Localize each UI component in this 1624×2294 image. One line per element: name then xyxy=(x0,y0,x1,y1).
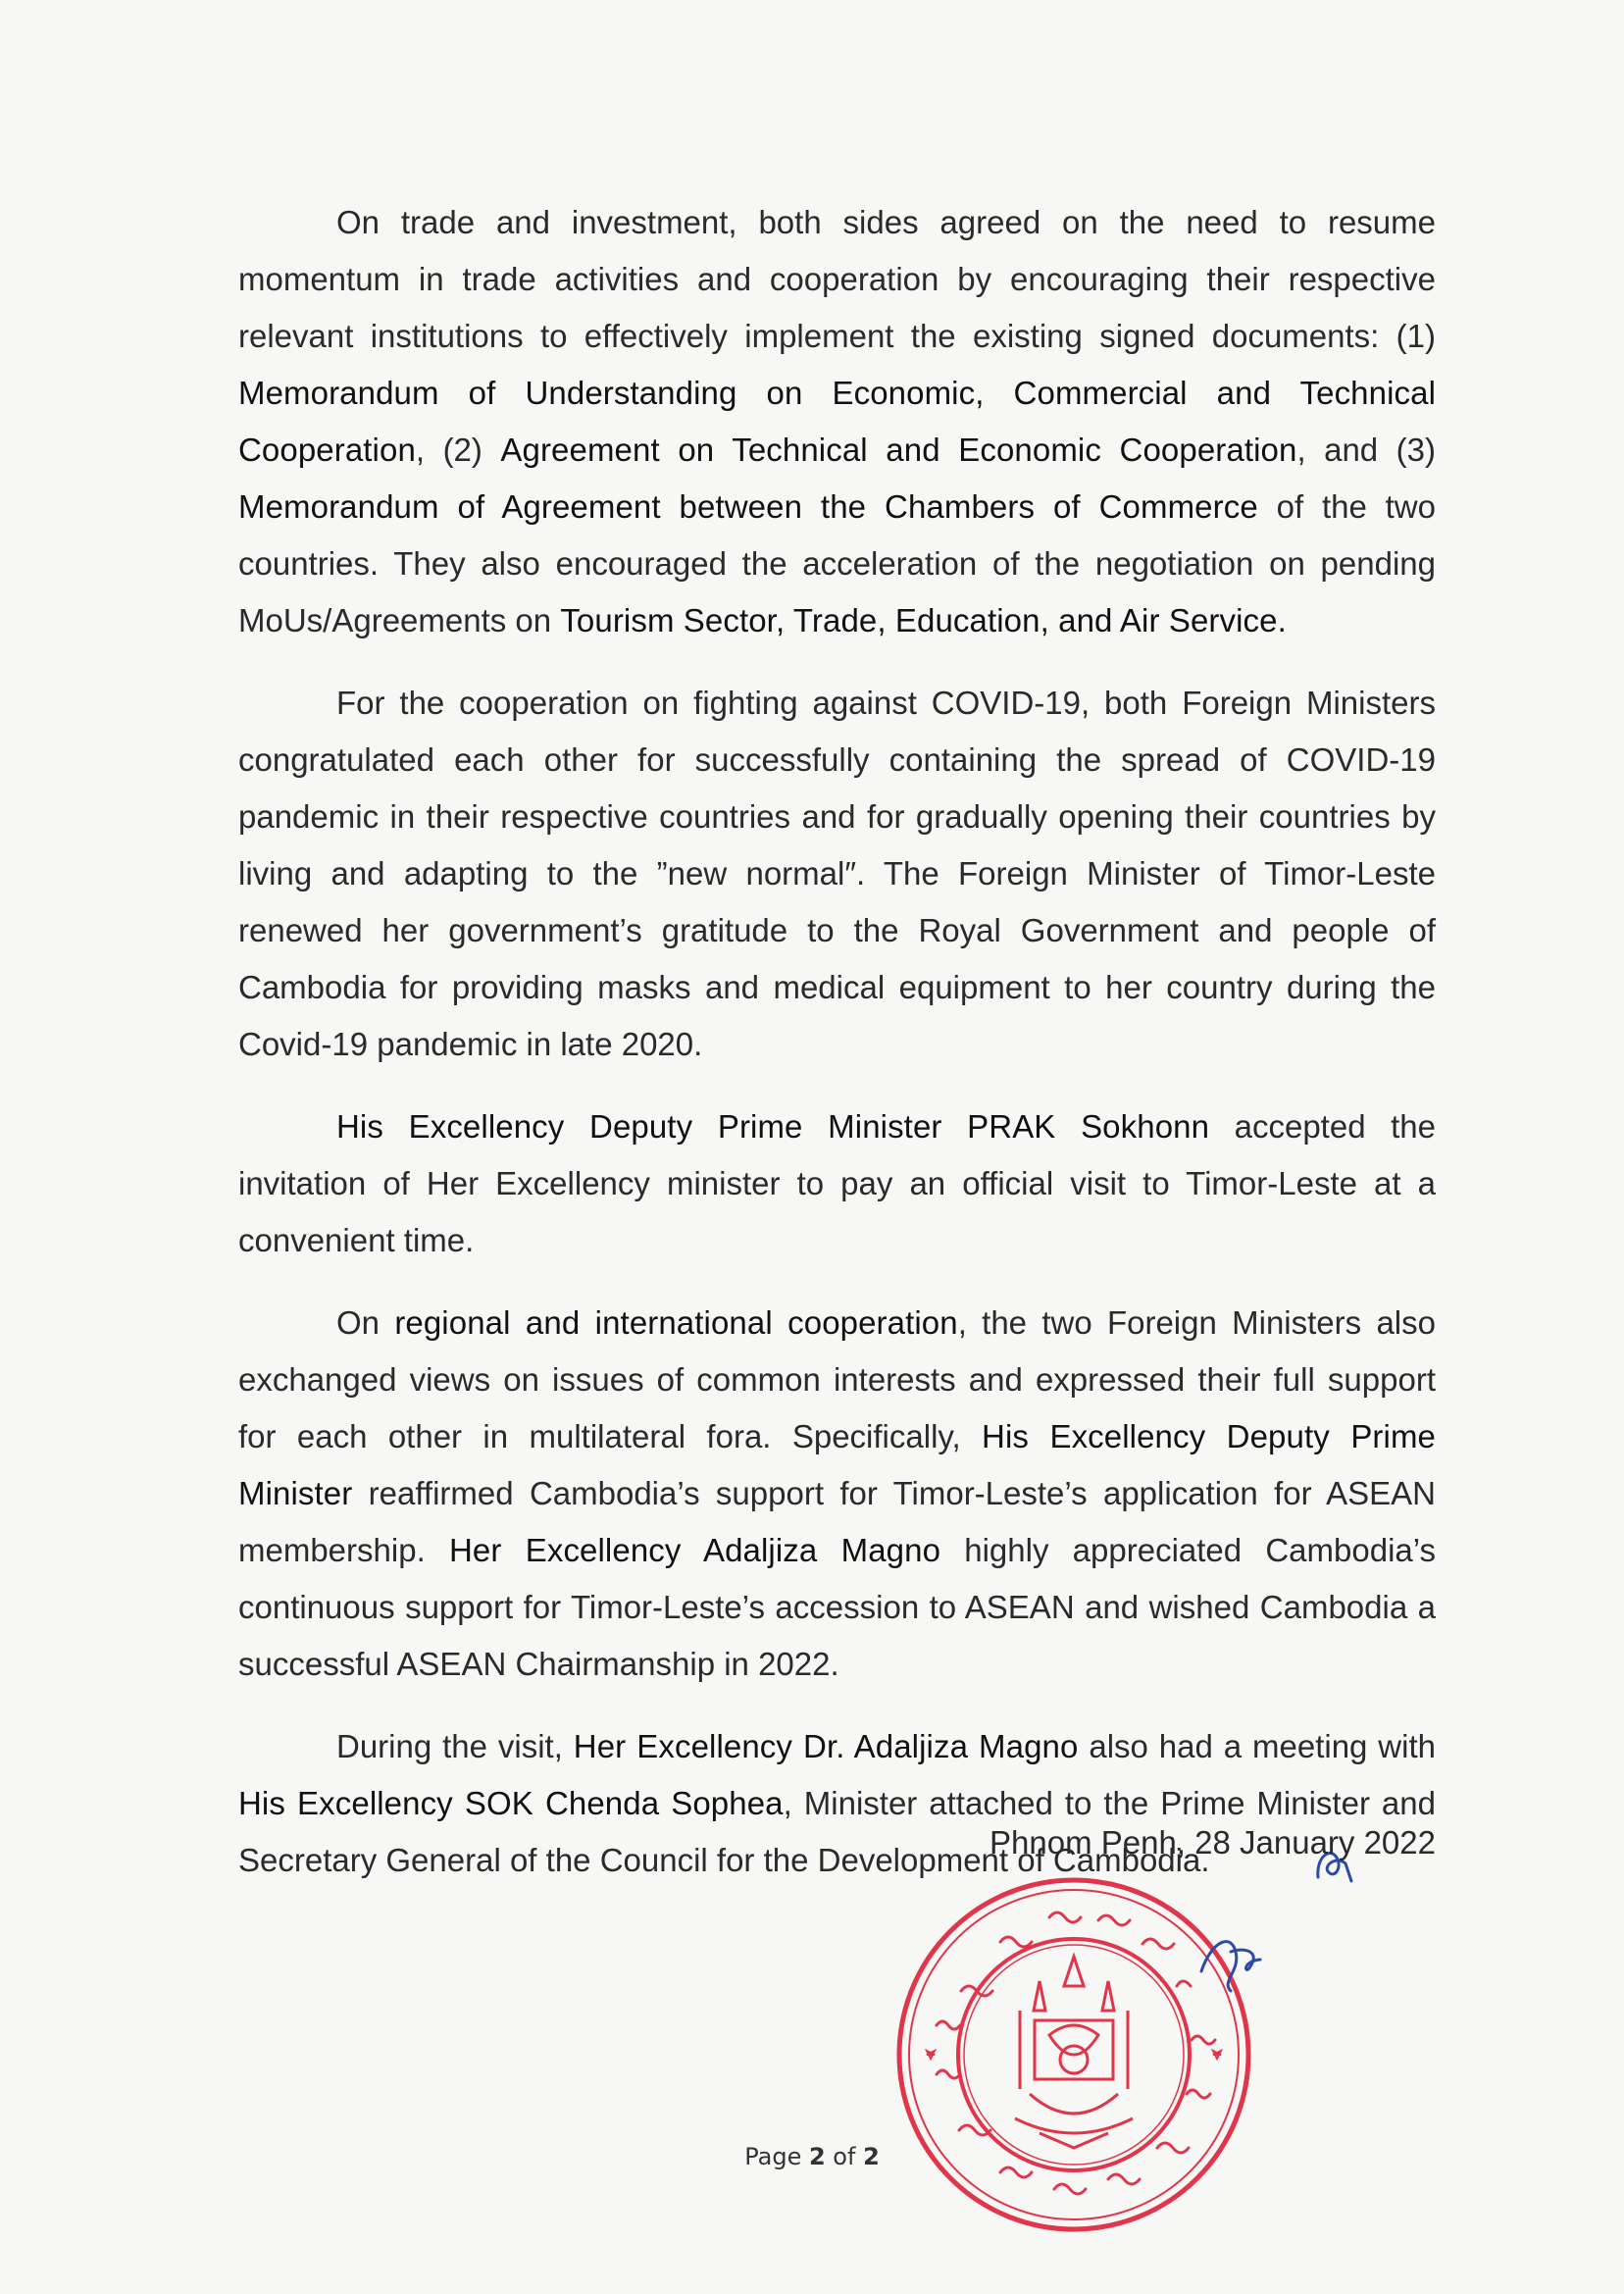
paragraph-regional xyxy=(238,1295,1436,1693)
paragraph-text: , Minister attached to the Prime Minister and Secretary General of the Council for the Development of Cambodia. xyxy=(238,1785,1436,1878)
page-number-current: 2 xyxy=(808,2143,826,2170)
paragraph-text: of the two countries. They also encouraged the acceleration of the negotiation on pending MoUs/Agreements on xyxy=(238,488,1436,638)
emphasized-text: Memorandum of Understanding on Economic, Commercial and Technical Cooperation xyxy=(238,375,1436,468)
page-number-total: 2 xyxy=(863,2143,880,2170)
paragraph-text: accepted the invitation of Her Excellency minister to pay an official visit to Timor-Leste at a convenient time. xyxy=(238,1108,1436,1258)
emphasized-text: His Excellency SOK Chenda Sophea xyxy=(238,1785,784,1821)
page-number-separator: of xyxy=(825,2143,864,2170)
paragraph-text: On trade and investment, both sides agreed on the need to resume momentum in trade activities and cooperation by encouraging their respective relevant institutions to effectively implement the existing signed documents: (1) xyxy=(238,204,1436,354)
emphasized-text: Tourism Sector, Trade, Education, and Air Service. xyxy=(560,602,1287,638)
paragraph-text: , (2) xyxy=(415,432,501,468)
paragraph-text: also had a meeting with xyxy=(1078,1728,1436,1764)
emphasized-text: His Excellency Deputy Prime Minister PRAK Sokhonn xyxy=(336,1108,1210,1145)
paragraph-text: highly appreciated Cambodia’s continuous support for Timor-Leste’s accession to ASEAN and wished Cambodia a successful ASEAN Chairmanship in 2022. xyxy=(238,1532,1436,1682)
paragraph-text: During the visit, xyxy=(336,1728,574,1764)
emphasized-text: His Excellency Deputy Prime Minister xyxy=(238,1418,1436,1511)
paragraph-text: , and (3) xyxy=(1296,432,1436,468)
emphasized-text: Agreement on Technical and Economic Cooperation xyxy=(500,432,1297,468)
paragraph-text: reaffirmed Cambodia’s support for Timor-Leste’s application for ASEAN membership. xyxy=(238,1475,1436,1568)
paragraph-trade xyxy=(238,194,1436,649)
paragraph-text: On xyxy=(336,1304,395,1341)
document-body xyxy=(238,194,1436,1914)
page-number xyxy=(0,2143,1624,2170)
emphasized-text: Her Excellency Adaljiza Magno xyxy=(448,1532,941,1568)
emphasized-text: Memorandum of Agreement between the Chambers of Commerce xyxy=(238,488,1258,525)
page-number-prefix: Page xyxy=(744,2143,809,2170)
paragraph-invitation xyxy=(238,1098,1436,1269)
paragraph-text: , the two Foreign Ministers also exchanged views on issues of common interests and expressed their full support for each other in multilateral fora. Specifically, xyxy=(238,1304,1436,1454)
signature-initials xyxy=(1192,1922,1270,2001)
dateline: Phnom Penh, 28 January 2022 xyxy=(990,1824,1436,1861)
emphasized-text: regional and international cooperation xyxy=(394,1304,958,1341)
paragraph-covid xyxy=(238,675,1436,1073)
emphasized-text: Her Excellency Dr. Adaljiza Magno xyxy=(573,1728,1079,1764)
paragraph-text: For the cooperation on fighting against COVID-19, both Foreign Ministers congratulated each other for successfully containing the spread of COVID-19 pandemic in their respective countries and for gradually opening their countries by living and adapting to the ”new normal″. The Foreign Minister of Timor-Leste renewed her government’s gratitude to the Royal Government and people of Cambodia for providing masks and medical equipment to her country during the Covid-19 pandemic in late 2020. xyxy=(238,685,1436,1062)
